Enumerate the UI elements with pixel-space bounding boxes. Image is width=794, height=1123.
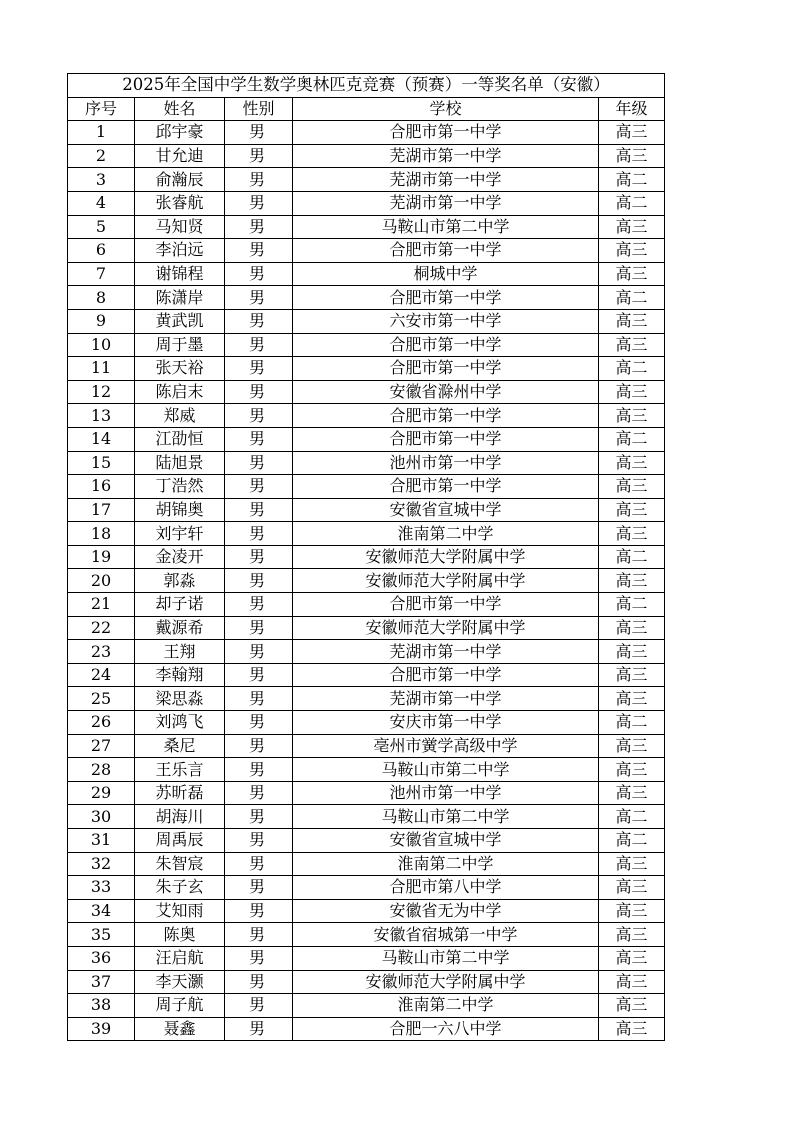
cell-no: 39 xyxy=(68,1017,135,1041)
cell-gender: 男 xyxy=(225,734,293,758)
cell-gender: 男 xyxy=(225,593,293,617)
cell-name: 戴源希 xyxy=(135,616,225,640)
cell-grade: 高二 xyxy=(599,286,665,310)
cell-grade: 高三 xyxy=(599,333,665,357)
cell-grade: 高二 xyxy=(599,357,665,381)
cell-no: 15 xyxy=(68,451,135,475)
cell-name: 梁思淼 xyxy=(135,687,225,711)
cell-name: 丁浩然 xyxy=(135,475,225,499)
cell-gender: 男 xyxy=(225,380,293,404)
cell-gender: 男 xyxy=(225,357,293,381)
cell-school: 合肥市第一中学 xyxy=(293,239,599,263)
cell-no: 9 xyxy=(68,309,135,333)
cell-no: 11 xyxy=(68,357,135,381)
cell-grade: 高三 xyxy=(599,616,665,640)
cell-no: 2 xyxy=(68,144,135,168)
cell-grade: 高三 xyxy=(599,1017,665,1041)
table-row xyxy=(68,239,665,263)
cell-gender: 男 xyxy=(225,876,293,900)
cell-grade: 高三 xyxy=(599,451,665,475)
cell-gender: 男 xyxy=(225,946,293,970)
cell-gender: 男 xyxy=(225,475,293,499)
cell-gender: 男 xyxy=(225,215,293,239)
cell-gender: 男 xyxy=(225,121,293,145)
cell-gender: 男 xyxy=(225,427,293,451)
cell-gender: 男 xyxy=(225,309,293,333)
cell-school: 合肥市第八中学 xyxy=(293,876,599,900)
cell-name: 邱宇豪 xyxy=(135,121,225,145)
cell-school: 马鞍山市第二中学 xyxy=(293,758,599,782)
cell-gender: 男 xyxy=(225,899,293,923)
cell-name: 陈启末 xyxy=(135,380,225,404)
cell-gender: 男 xyxy=(225,758,293,782)
cell-school: 合肥一六八中学 xyxy=(293,1017,599,1041)
cell-gender: 男 xyxy=(225,923,293,947)
table-row xyxy=(68,380,665,404)
cell-school: 安徽省宣城中学 xyxy=(293,829,599,853)
cell-no: 37 xyxy=(68,970,135,994)
table-row xyxy=(68,357,665,381)
cell-school: 淮南第二中学 xyxy=(293,994,599,1018)
cell-name: 朱智宸 xyxy=(135,852,225,876)
table-row xyxy=(68,781,665,805)
cell-no: 33 xyxy=(68,876,135,900)
table-row xyxy=(68,545,665,569)
cell-gender: 男 xyxy=(225,498,293,522)
header-school: 学校 xyxy=(293,97,599,121)
cell-name: 汪启航 xyxy=(135,946,225,970)
cell-gender: 男 xyxy=(225,545,293,569)
cell-name: 马知贤 xyxy=(135,215,225,239)
cell-name: 胡锦奥 xyxy=(135,498,225,522)
cell-school: 安徽省无为中学 xyxy=(293,899,599,923)
cell-no: 30 xyxy=(68,805,135,829)
cell-school: 安徽省宣城中学 xyxy=(293,498,599,522)
cell-gender: 男 xyxy=(225,994,293,1018)
cell-grade: 高三 xyxy=(599,876,665,900)
cell-no: 6 xyxy=(68,239,135,263)
cell-no: 1 xyxy=(68,121,135,145)
cell-name: 聂鑫 xyxy=(135,1017,225,1041)
table-row xyxy=(68,144,665,168)
cell-grade: 高三 xyxy=(599,262,665,286)
cell-no: 17 xyxy=(68,498,135,522)
table-row xyxy=(68,569,665,593)
cell-no: 29 xyxy=(68,781,135,805)
cell-grade: 高三 xyxy=(599,923,665,947)
table-row xyxy=(68,829,665,853)
cell-school: 芜湖市第一中学 xyxy=(293,640,599,664)
cell-school: 安庆市第一中学 xyxy=(293,711,599,735)
cell-gender: 男 xyxy=(225,970,293,994)
cell-grade: 高三 xyxy=(599,404,665,428)
cell-name: 李泊远 xyxy=(135,239,225,263)
cell-name: 郭淼 xyxy=(135,569,225,593)
cell-school: 合肥市第一中学 xyxy=(293,333,599,357)
cell-no: 10 xyxy=(68,333,135,357)
table-row xyxy=(68,121,665,145)
cell-no: 14 xyxy=(68,427,135,451)
table-row xyxy=(68,498,665,522)
cell-grade: 高二 xyxy=(599,545,665,569)
cell-name: 谢锦程 xyxy=(135,262,225,286)
cell-gender: 男 xyxy=(225,663,293,687)
cell-name: 江劭恒 xyxy=(135,427,225,451)
cell-gender: 男 xyxy=(225,404,293,428)
cell-school: 淮南第二中学 xyxy=(293,522,599,546)
cell-gender: 男 xyxy=(225,1017,293,1041)
cell-gender: 男 xyxy=(225,333,293,357)
cell-grade: 高三 xyxy=(599,758,665,782)
cell-no: 22 xyxy=(68,616,135,640)
table-row xyxy=(68,640,665,664)
cell-grade: 高三 xyxy=(599,121,665,145)
cell-school: 亳州市黉学高级中学 xyxy=(293,734,599,758)
table-row xyxy=(68,734,665,758)
cell-grade: 高三 xyxy=(599,640,665,664)
title-row xyxy=(68,74,665,98)
cell-name: 郑威 xyxy=(135,404,225,428)
cell-school: 合肥市第一中学 xyxy=(293,663,599,687)
cell-grade: 高三 xyxy=(599,215,665,239)
table-row xyxy=(68,852,665,876)
cell-no: 20 xyxy=(68,569,135,593)
cell-school: 马鞍山市第二中学 xyxy=(293,946,599,970)
table-row xyxy=(68,994,665,1018)
cell-school: 安徽省滁州中学 xyxy=(293,380,599,404)
cell-no: 38 xyxy=(68,994,135,1018)
table-row xyxy=(68,262,665,286)
cell-name: 陈潇岸 xyxy=(135,286,225,310)
cell-name: 黄武凯 xyxy=(135,309,225,333)
table-row xyxy=(68,427,665,451)
cell-no: 31 xyxy=(68,829,135,853)
cell-grade: 高三 xyxy=(599,781,665,805)
cell-gender: 男 xyxy=(225,191,293,215)
cell-gender: 男 xyxy=(225,144,293,168)
cell-no: 4 xyxy=(68,191,135,215)
cell-name: 周子航 xyxy=(135,994,225,1018)
table-row xyxy=(68,923,665,947)
table-row xyxy=(68,286,665,310)
header-name: 姓名 xyxy=(135,97,225,121)
cell-gender: 男 xyxy=(225,805,293,829)
table-row xyxy=(68,970,665,994)
cell-school: 池州市第一中学 xyxy=(293,781,599,805)
cell-school: 桐城中学 xyxy=(293,262,599,286)
cell-grade: 高三 xyxy=(599,239,665,263)
cell-school: 马鞍山市第二中学 xyxy=(293,215,599,239)
cell-no: 35 xyxy=(68,923,135,947)
table-row xyxy=(68,593,665,617)
cell-name: 金凌开 xyxy=(135,545,225,569)
table-row xyxy=(68,616,665,640)
cell-name: 朱子玄 xyxy=(135,876,225,900)
cell-no: 19 xyxy=(68,545,135,569)
cell-no: 32 xyxy=(68,852,135,876)
table-row xyxy=(68,1017,665,1041)
cell-name: 周禹辰 xyxy=(135,829,225,853)
cell-no: 27 xyxy=(68,734,135,758)
cell-grade: 高三 xyxy=(599,569,665,593)
table-row xyxy=(68,215,665,239)
cell-grade: 高三 xyxy=(599,663,665,687)
cell-gender: 男 xyxy=(225,852,293,876)
table-row xyxy=(68,946,665,970)
cell-grade: 高二 xyxy=(599,829,665,853)
cell-name: 却子诺 xyxy=(135,593,225,617)
cell-school: 合肥市第一中学 xyxy=(293,404,599,428)
cell-school: 合肥市第一中学 xyxy=(293,427,599,451)
table-row xyxy=(68,475,665,499)
cell-school: 芜湖市第一中学 xyxy=(293,144,599,168)
cell-grade: 高二 xyxy=(599,191,665,215)
cell-name: 周于墨 xyxy=(135,333,225,357)
cell-no: 26 xyxy=(68,711,135,735)
cell-name: 陈奥 xyxy=(135,923,225,947)
cell-name: 张天裕 xyxy=(135,357,225,381)
cell-gender: 男 xyxy=(225,616,293,640)
table-row xyxy=(68,687,665,711)
table-row xyxy=(68,404,665,428)
cell-no: 18 xyxy=(68,522,135,546)
cell-gender: 男 xyxy=(225,781,293,805)
table-title: 2025年全国中学生数学奥林匹克竞赛（预赛）一等奖名单（安徽） xyxy=(68,74,665,98)
header-row xyxy=(68,97,665,121)
cell-gender: 男 xyxy=(225,829,293,853)
cell-no: 36 xyxy=(68,946,135,970)
table-row xyxy=(68,333,665,357)
cell-grade: 高三 xyxy=(599,687,665,711)
cell-name: 李天灏 xyxy=(135,970,225,994)
cell-grade: 高三 xyxy=(599,475,665,499)
cell-name: 刘宇轩 xyxy=(135,522,225,546)
cell-gender: 男 xyxy=(225,451,293,475)
header-no: 序号 xyxy=(68,97,135,121)
table-row xyxy=(68,663,665,687)
cell-grade: 高二 xyxy=(599,711,665,735)
cell-school: 池州市第一中学 xyxy=(293,451,599,475)
cell-no: 34 xyxy=(68,899,135,923)
table-row xyxy=(68,309,665,333)
cell-name: 艾知雨 xyxy=(135,899,225,923)
award-table xyxy=(67,73,665,1041)
cell-name: 陆旭景 xyxy=(135,451,225,475)
cell-grade: 高二 xyxy=(599,168,665,192)
cell-gender: 男 xyxy=(225,522,293,546)
cell-school: 芜湖市第一中学 xyxy=(293,168,599,192)
cell-school: 合肥市第一中学 xyxy=(293,286,599,310)
cell-school: 合肥市第一中学 xyxy=(293,121,599,145)
cell-school: 合肥市第一中学 xyxy=(293,593,599,617)
cell-school: 淮南第二中学 xyxy=(293,852,599,876)
cell-name: 王翔 xyxy=(135,640,225,664)
cell-school: 安徽师范大学附属中学 xyxy=(293,545,599,569)
cell-school: 合肥市第一中学 xyxy=(293,475,599,499)
cell-grade: 高二 xyxy=(599,427,665,451)
cell-school: 马鞍山市第二中学 xyxy=(293,805,599,829)
cell-grade: 高二 xyxy=(599,805,665,829)
table-row xyxy=(68,758,665,782)
cell-grade: 高三 xyxy=(599,852,665,876)
cell-name: 张睿航 xyxy=(135,191,225,215)
cell-name: 甘允迪 xyxy=(135,144,225,168)
table-row xyxy=(68,805,665,829)
header-gender: 性别 xyxy=(225,97,293,121)
cell-no: 24 xyxy=(68,663,135,687)
cell-grade: 高三 xyxy=(599,144,665,168)
cell-grade: 高三 xyxy=(599,946,665,970)
cell-school: 芜湖市第一中学 xyxy=(293,687,599,711)
cell-school: 安徽师范大学附属中学 xyxy=(293,616,599,640)
table-row xyxy=(68,168,665,192)
cell-school: 安徽省宿城第一中学 xyxy=(293,923,599,947)
table-row xyxy=(68,191,665,215)
cell-name: 桑尼 xyxy=(135,734,225,758)
header-grade: 年级 xyxy=(599,97,665,121)
cell-gender: 男 xyxy=(225,687,293,711)
cell-gender: 男 xyxy=(225,640,293,664)
table-row xyxy=(68,899,665,923)
cell-grade: 高三 xyxy=(599,380,665,404)
cell-grade: 高三 xyxy=(599,498,665,522)
cell-grade: 高三 xyxy=(599,522,665,546)
cell-gender: 男 xyxy=(225,286,293,310)
table-row xyxy=(68,522,665,546)
cell-no: 28 xyxy=(68,758,135,782)
cell-no: 5 xyxy=(68,215,135,239)
cell-no: 21 xyxy=(68,593,135,617)
cell-gender: 男 xyxy=(225,168,293,192)
cell-school: 合肥市第一中学 xyxy=(293,357,599,381)
cell-no: 13 xyxy=(68,404,135,428)
cell-no: 7 xyxy=(68,262,135,286)
cell-name: 李翰翔 xyxy=(135,663,225,687)
cell-no: 23 xyxy=(68,640,135,664)
cell-name: 苏昕磊 xyxy=(135,781,225,805)
cell-no: 12 xyxy=(68,380,135,404)
table-row xyxy=(68,711,665,735)
cell-no: 3 xyxy=(68,168,135,192)
cell-grade: 高三 xyxy=(599,734,665,758)
table-row xyxy=(68,451,665,475)
cell-name: 刘鸿飞 xyxy=(135,711,225,735)
cell-gender: 男 xyxy=(225,711,293,735)
cell-no: 25 xyxy=(68,687,135,711)
cell-no: 8 xyxy=(68,286,135,310)
table-row xyxy=(68,876,665,900)
cell-grade: 高三 xyxy=(599,899,665,923)
cell-name: 王乐言 xyxy=(135,758,225,782)
cell-grade: 高三 xyxy=(599,970,665,994)
cell-school: 六安市第一中学 xyxy=(293,309,599,333)
cell-name: 俞瀚辰 xyxy=(135,168,225,192)
cell-gender: 男 xyxy=(225,569,293,593)
cell-school: 安徽师范大学附属中学 xyxy=(293,970,599,994)
cell-gender: 男 xyxy=(225,262,293,286)
cell-gender: 男 xyxy=(225,239,293,263)
cell-school: 芜湖市第一中学 xyxy=(293,191,599,215)
cell-school: 安徽师范大学附属中学 xyxy=(293,569,599,593)
cell-name: 胡海川 xyxy=(135,805,225,829)
cell-grade: 高三 xyxy=(599,309,665,333)
cell-grade: 高二 xyxy=(599,593,665,617)
cell-no: 16 xyxy=(68,475,135,499)
cell-grade: 高三 xyxy=(599,994,665,1018)
